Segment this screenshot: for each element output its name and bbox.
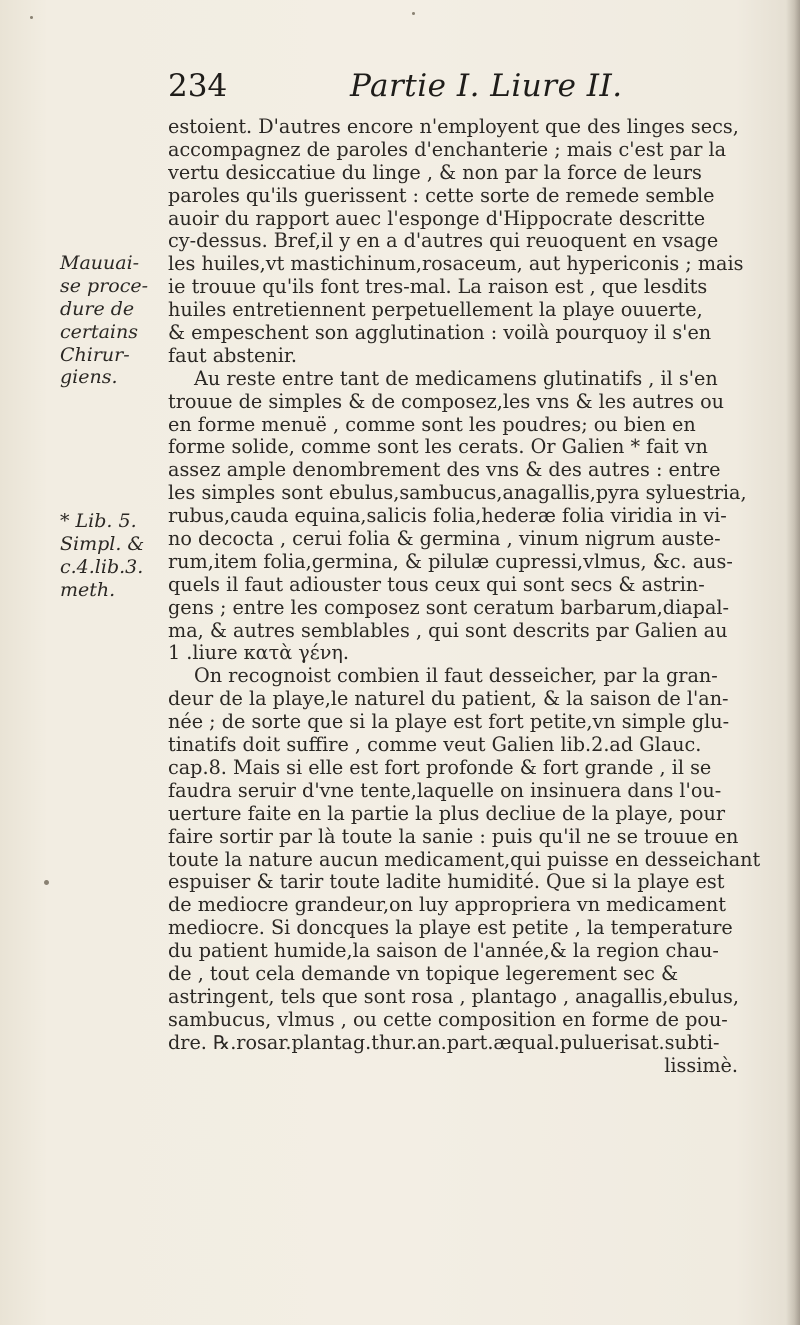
text-line: faut abstenir. bbox=[168, 344, 297, 367]
text-line: 1 .liure κατὰ γένη. bbox=[168, 642, 349, 665]
text-line: les huiles,vt mastichinum,rosaceum, aut hypericonis ; mais bbox=[168, 253, 744, 276]
text-line: forme solide, comme sont les cerats. Or Galien * fait vn bbox=[168, 436, 708, 459]
text-line: les simples sont ebulus,sambucus,anagallis,pyra syluestria, bbox=[168, 482, 747, 505]
text-line: mediocre. Si doncques la playe est petite , la temperature bbox=[168, 917, 733, 940]
margin-note-line: giens. bbox=[60, 366, 118, 389]
text-line: rubus,cauda equina,salicis folia,hederæ folia viridia in vi- bbox=[168, 505, 727, 528]
text-line: toute la nature aucun medicament,qui puisse en desseichant bbox=[168, 848, 761, 871]
text-line: estoient. D'autres encore n'employent que des linges secs, bbox=[168, 116, 739, 138]
margin-note-line: Mauuai- bbox=[60, 252, 140, 274]
text-line: espuiser & tarir toute ladite humidité. Que si la playe est bbox=[168, 871, 725, 894]
text-line: trouue de simples & de composez,les vns & les autres ou bbox=[168, 390, 724, 413]
text-line: assez ample denombrement des vns & des autres : entre bbox=[168, 459, 721, 482]
margin-note-line: meth. bbox=[60, 578, 116, 601]
text-line: tinatifs doit suffire , comme veut Galien lib.2.ad Glauc. bbox=[168, 734, 702, 757]
text-line: auoir du rapport auec l'esponge d'Hippocrate descritte bbox=[168, 207, 706, 230]
text-line: Au reste entre tant de medicamens glutinatifs , il s'en bbox=[194, 367, 718, 390]
text-line: quels il faut adiouster tous ceux qui sont secs & astrin- bbox=[168, 573, 705, 596]
page-edge-shadow bbox=[786, 0, 800, 1325]
text-line: astringent, tels que sont rosa , plantago , anagallis,ebulus, bbox=[168, 985, 739, 1008]
text-line: On recognoist combien il faut desseicher, par la gran- bbox=[194, 665, 718, 688]
text-line: dre. ℞.rosar.plantag.thur.an.part.æqual.puluerisat.subti- bbox=[168, 1031, 720, 1054]
paper-speck bbox=[44, 880, 49, 885]
text-line: de , tout cela demande vn topique legerement sec & bbox=[168, 962, 679, 985]
margin-note-line: se proce- bbox=[60, 274, 149, 297]
margin-note-line: dure de bbox=[60, 297, 135, 320]
margin-note-bad-procedure bbox=[60, 252, 164, 389]
paper-speck bbox=[412, 12, 415, 15]
page-number: 234 bbox=[168, 68, 228, 104]
text-line: vertu desiccatiue du linge , & non par la force de leurs bbox=[168, 161, 702, 184]
margin-note-line: * Lib. 5. bbox=[60, 510, 137, 532]
text-line: en forme menuë , comme sont les poudres; ou bien en bbox=[168, 413, 696, 436]
paper-speck bbox=[30, 16, 33, 19]
page-header bbox=[168, 68, 768, 114]
text-line: cap.8. Mais si elle est fort profonde & fort grande , il se bbox=[168, 756, 712, 779]
margin-note-line: Simpl. & bbox=[60, 532, 145, 555]
text-line: rum,item folia,germina, & pilulæ cupressi,vlmus, &c. aus- bbox=[168, 550, 733, 573]
text-line: ie trouue qu'ils font tres-mal. La raison est , que lesdits bbox=[168, 276, 708, 299]
text-line: lissimè. bbox=[664, 1054, 738, 1077]
text-line: & empeschent son agglutination : voilà pourquoy il s'en bbox=[168, 322, 712, 345]
margin-note-line: Chirur- bbox=[60, 343, 130, 366]
text-line: huiles entretiennent perpetuellement la playe ouuerte, bbox=[168, 299, 703, 322]
text-line: faudra seruir d'vne tente,laquelle on insinuera dans l'ou- bbox=[168, 779, 722, 802]
text-line: cy-dessus. Bref,il y en a d'autres qui reuoquent en vsage bbox=[168, 230, 719, 253]
running-head: Partie I. Liure II. bbox=[350, 68, 623, 104]
text-line: accompagnez de paroles d'enchanterie ; mais c'est par la bbox=[168, 138, 727, 161]
text-line: sambucus, vlmus , ou cette composition en forme de pou- bbox=[168, 1008, 728, 1031]
text-line: née ; de sorte que si la playe est fort petite,vn simple glu- bbox=[168, 711, 730, 734]
margin-note-galen-reference bbox=[60, 510, 164, 602]
text-line: ma, & autres semblables , qui sont descrits par Galien au bbox=[168, 619, 728, 642]
text-line: deur de la playe,le naturel du patient, & la saison de l'an- bbox=[168, 688, 729, 711]
body-text bbox=[168, 116, 768, 1077]
text-line: faire sortir par là toute la sanie : puis qu'il ne se trouue en bbox=[168, 825, 739, 848]
text-line: gens ; entre les composez sont ceratum barbarum,diapal- bbox=[168, 596, 730, 619]
margin-note-line: c.4.lib.3. bbox=[60, 555, 144, 578]
text-line: no decocta , cerui folia & germina , vinum nigrum auste- bbox=[168, 528, 721, 551]
margin-note-line: certains bbox=[60, 320, 138, 343]
text-line: uerture faite en la partie la plus decliue de la playe, pour bbox=[168, 802, 725, 825]
text-line: de mediocre grandeur,on luy appropriera vn medicament bbox=[168, 894, 726, 917]
text-line: paroles qu'ils guerissent : cette sorte de remede semble bbox=[168, 184, 715, 207]
text-line: du patient humide,la saison de l'année,& la region chau- bbox=[168, 940, 719, 963]
